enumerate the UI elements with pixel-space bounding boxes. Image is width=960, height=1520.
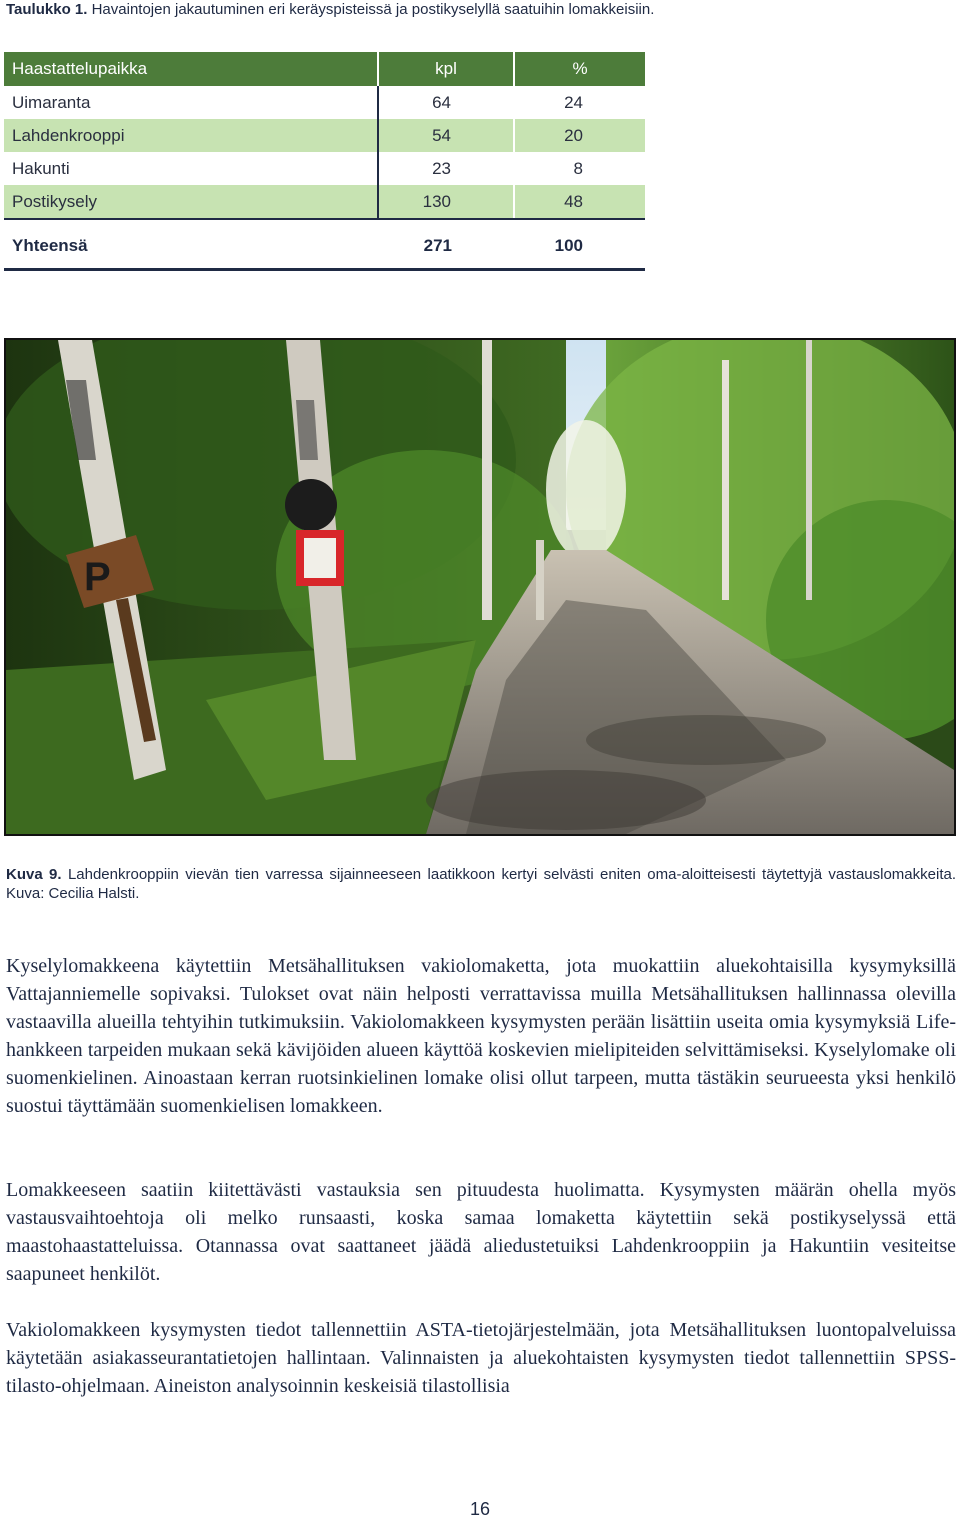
total-count: 271 [378,224,514,270]
cell-location: Uimaranta [4,86,378,119]
table-total-row [4,224,645,270]
data-table [4,52,645,271]
p-sign-letter: P [84,555,111,599]
total-percent: 100 [514,224,645,270]
table-row [4,86,645,119]
cell-percent: 20 [514,119,645,152]
header-location: Haastattelupaikka [4,52,378,86]
body-paragraph: Lomakkeeseen saatiin kiitettävästi vastauksia sen pituudesta huolimatta. Kysymysten määrän ohella myös vastausvaihtoehtoja oli melko runsaasti, koska samaa lomaketta käytettiin sekä postikyselyssä että maastohaastatteluissa. Otannassa ovat saattaneet jäädä aliedustetuiksi Lahdenkrooppiin ja Hakuntiin vesiteitse saapuneet henkilöt. [6,1179,956,1285]
cell-percent: 8 [573,158,583,178]
cell-location: Hakunti [4,152,378,185]
forest-road-photo [4,338,956,836]
table-caption [6,0,666,19]
table-caption-text: Havaintojen jakautuminen eri keräyspisteissä ja postikyselyllä saatuihin lomakkeisiin. [91,1,655,18]
photo-caption-label: Kuva 9. [6,866,62,883]
cell-count: 130 [378,185,514,219]
cell-count: 64 [378,86,514,119]
cell-count: 23 [378,152,514,185]
body-paragraph: Vakiolomakkeen kysymysten tiedot tallennettiin ASTA-tietojärjestelmään, jota Metsähallituksen luontopalveluissa käytetään asiakasseurantatietojen hallintaan. Valinnaisten ja aluekohtaisten kysymysten tiedot tallennettiin SPSS-tilasto-ohjelmaan. Aineiston analysoinnin keskeisiä tilastollisia [6,1319,956,1397]
cell-count: 54 [378,119,514,152]
header-percent: % [514,52,645,86]
cell-percent: 48 [514,185,645,219]
table-caption-label: Taulukko 1. [6,1,88,18]
table-row [4,119,645,152]
photo-caption [6,865,956,903]
table-row [4,152,645,185]
cell-percent: 24 [564,92,583,112]
page-number: 16 [469,1499,491,1519]
body-paragraph: Kyselylomakkeena käytettiin Metsähallituksen vakiolomaketta, jota muokattiin aluekohtaisilla kysymyksillä Vattajanniemelle sopivaksi. Tulokset ovat näin helposti verrattavissa muilla Metsähallituksen hallinnassa olevilla vastaavilla alueilla tehtyihin tutkimuksiin. Vakiolomakkeen kysymysten perään lisättiin useita omia kysymyksiä Life-hankkeen tarpeiden mukaan sekä kävijöiden alueen käyttöä koskevien mielipiteiden selvittämiseksi. Kyselylomake oli suomenkielinen. Ainoastaan kerran ruotsinkielinen lomake olisi ollut tarpeen, mutta tästäkin seurueesta yksi henkilö suostui täyttämään suomenkielisen lomakkeen. [6,955,956,1117]
cell-location: Lahdenkrooppi [4,119,378,152]
table-row [4,185,645,219]
table-header-row [4,52,645,86]
photo-caption-text: Lahdenkrooppiin vievän tien varressa sijainneeseen laatikkoon kertyi selvästi eniten oma-aloitteisesti täytettyjä vastauslomakkeita. Kuva: Cecilia Halsti. [6,866,956,902]
total-label: Yhteensä [4,224,378,270]
header-count: kpl [378,52,514,86]
cell-location: Postikysely [4,185,378,219]
